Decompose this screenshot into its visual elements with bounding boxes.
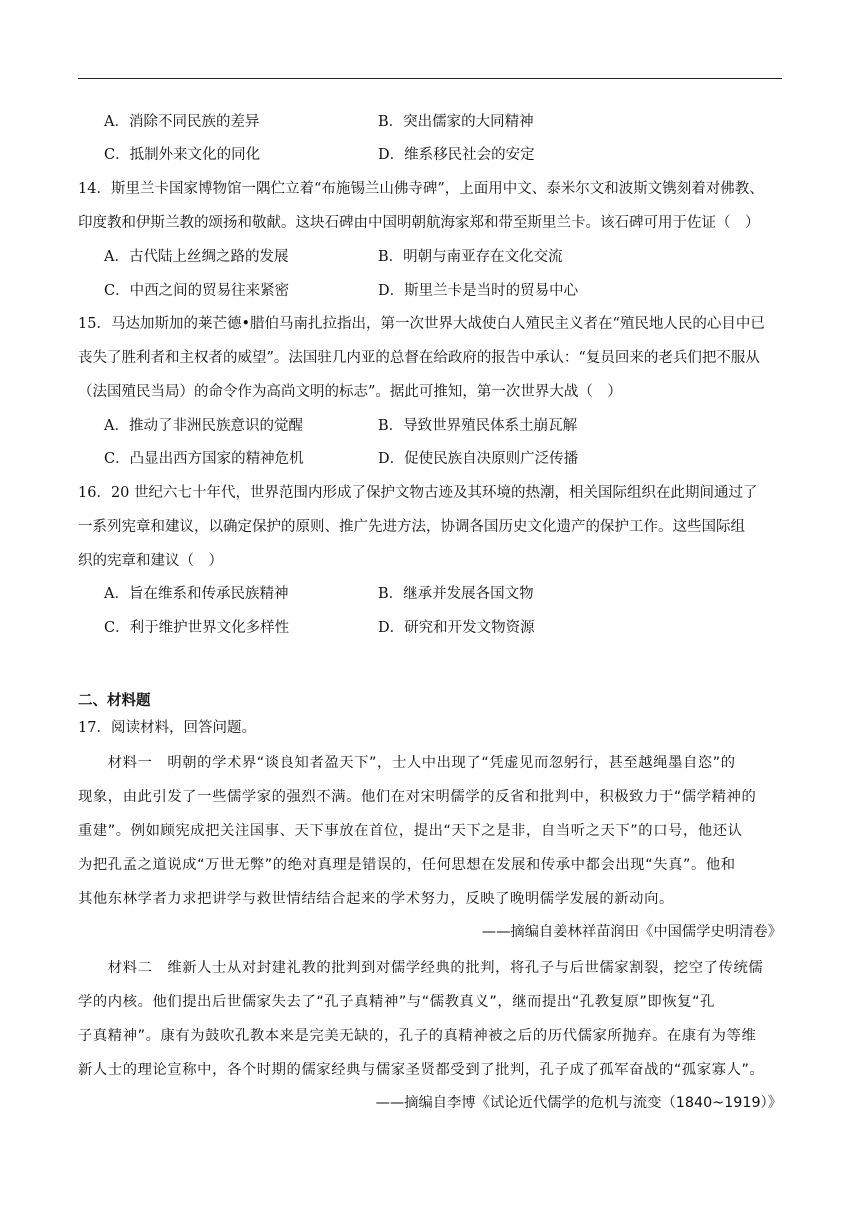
material-1-line: 为把孔孟之道说成“万世无弊”的绝对真理是错误的，任何思想在发展和传承中都会出现“失真”。他和 — [78, 857, 736, 873]
question-16-line-1: 16．20 世纪六七十年代，世界范围内形成了保护文物古迹及其环境的热潮，相关国际组织在此期间通过了 — [78, 485, 758, 501]
material-2-source: ——摘编自李博《试论近代儒学的危机与流变（1840~1919）》 — [375, 1095, 782, 1111]
question-15-line-2: 丧失了胜利者和主权者的威望”。法国驻几内亚的总督在给政府的报告中承认：“复员回来的老兵们把不服从 — [78, 350, 760, 366]
material-1-line: 其他东林学者力求把讲学与救世情结结合起来的学术努力，反映了晚明儒学发展的新动向。 — [78, 891, 674, 907]
material-2-line: 学的内核。他们提出后世儒家失去了“孔子真精神”与“儒教真义”，继而提出“孔教复原”即恢复“孔 — [78, 994, 716, 1010]
option-a: A．消除不同民族的差异 — [104, 114, 260, 130]
material-1-source: ——摘编自姜林祥苗润田《中国儒学史明清卷》 — [481, 924, 782, 940]
question-14-line-2: 印度教和伊斯兰教的颂扬和敬献。这块石碑由中国明朝航海家郑和带至斯里兰卡。该石碑可用于佐证（ ） — [78, 215, 760, 231]
material-1-line: 现象，由此引发了一些儒学家的强烈不满。他们在对宋明儒学的反省和批判中，积极致力于“儒学精神的 — [78, 789, 757, 805]
material-2-line: 新人士的理论宣称中，各个时期的儒家经典与儒家圣贤都受到了批判，孔子成了孤军奋战的“孤家寡人”。 — [78, 1062, 765, 1078]
option-d: D．促使民族自决原则广泛传播 — [378, 451, 579, 467]
option-d: D．研究和开发文物资源 — [378, 620, 535, 636]
option-d: D．斯里兰卡是当时的贸易中心 — [378, 283, 579, 299]
option-b: B．继承并发展各国文物 — [378, 586, 534, 602]
material-1-line: 材料一 明朝的学术界“谈良知者盈天下”，士人中出现了“凭虚见而忽躬行，甚至越绳墨自恣”的 — [78, 755, 736, 771]
material-2-line: 材料二 维新人士从对封建礼教的批判到对儒学经典的批判，将孔子与后世儒家割裂，挖空了传统儒 — [78, 960, 764, 976]
option-c: C．抵制外来文化的同化 — [104, 147, 261, 163]
option-b: B．明朝与南亚存在文化交流 — [378, 249, 563, 265]
question-16-line-3: 织的宪章和建议（ ） — [78, 553, 223, 569]
question-14-line-1: 14．斯里兰卡国家博物馆一隅伫立着“布施锡兰山佛寺碑”，上面用中文、泰米尔文和波斯文镌刻着对佛教、 — [78, 181, 764, 197]
section-title: 二、材料题 — [78, 692, 151, 709]
option-c: C．利于维护世界文化多样性 — [104, 620, 290, 636]
option-a: A．推动了非洲民族意识的觉醒 — [104, 418, 303, 434]
header-rule — [78, 78, 782, 79]
question-15-line-1: 15．马达加斯加的莱芒德•腊伯马南扎拉指出，第一次世界大战使白人殖民主义者在“殖民地人民的心目中已 — [78, 316, 765, 332]
material-1-line: 重建”。例如顾宪成把关注国事、天下事放在首位，提出“天下之是非，自当听之天下”的口号，他还认 — [78, 823, 743, 839]
option-d: D．维系移民社会的安定 — [378, 147, 535, 163]
option-c: C．中西之间的贸易往来紧密 — [104, 283, 290, 299]
option-a: A．旨在维系和传承民族精神 — [104, 586, 289, 602]
question-16-line-2: 一系列宪章和建议，以确定保护的原则、推广先进方法，协调各国历史文化遗产的保护工作。这些国际组 — [78, 519, 745, 535]
option-c: C．凸显出西方国家的精神危机 — [104, 451, 304, 467]
material-2-line: 子真精神”。康有为鼓吹孔教本来是完美无缺的，孔子的真精神被之后的历代儒家所抛弃。在康有为等维 — [78, 1028, 757, 1044]
option-a: A．古代陆上丝绸之路的发展 — [104, 249, 289, 265]
option-b: B．导致世界殖民体系土崩瓦解 — [378, 418, 578, 434]
question-17: 17．阅读材料，回答问题。 — [78, 720, 256, 736]
option-b: B．突出儒家的大同精神 — [378, 114, 534, 130]
question-15-line-3: （法国殖民当局）的命令作为高尚文明的标志”。据此可推知，第一次世界大战（ ） — [78, 384, 622, 400]
